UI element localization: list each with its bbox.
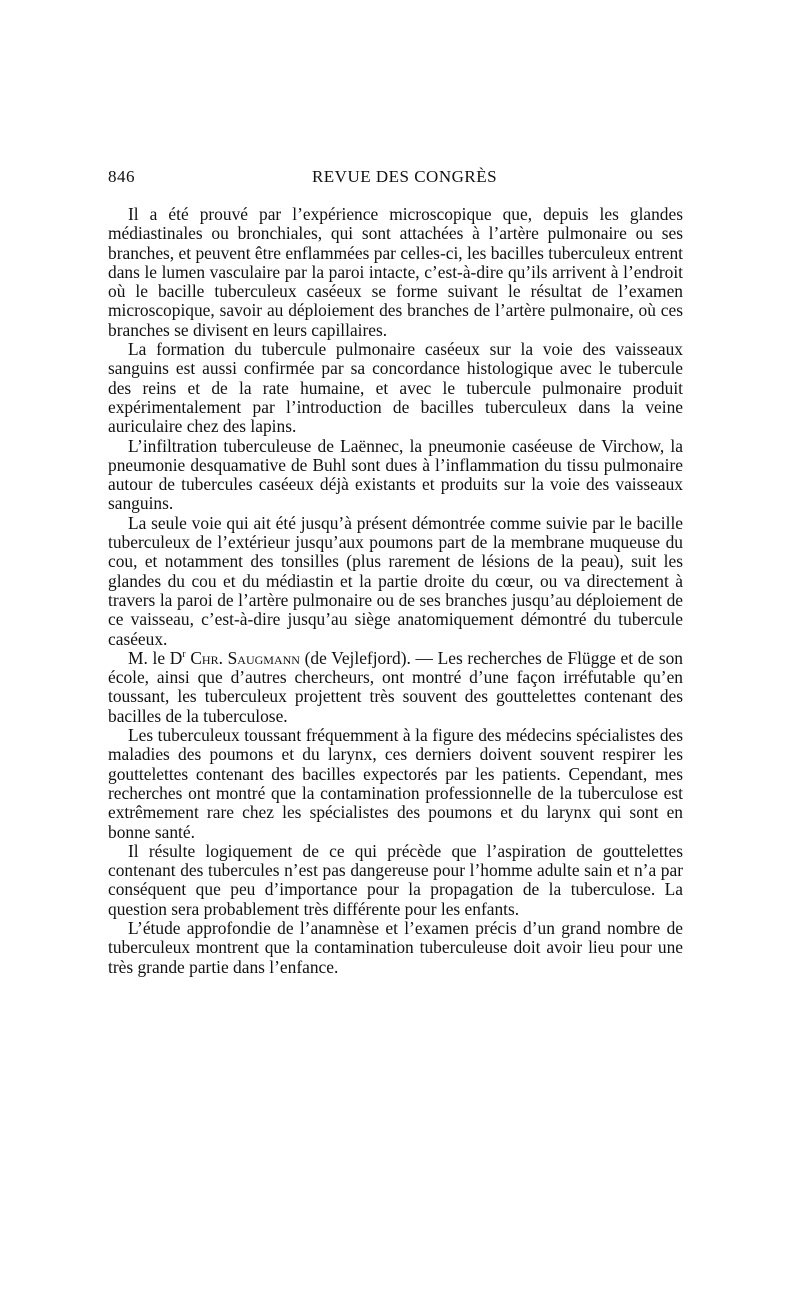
paragraph: L’étude approfondie de l’anamnèse et l’examen précis d’un grand nombre de tuberculeux montrent que la contamination tuberculeuse doit avoir lieu pour une très grande partie dans l’enfance. xyxy=(108,917,683,977)
paragraph: Les tuberculeux toussant fréquemment à la figure des médecins spécialistes des maladies des poumons et du larynx, ces derniers doivent souvent respirer les gouttelettes contenant des bacilles expectorés par les patients. Cependant, mes recherches ont montré que la contamination professionnelle de la tuberculose est extrêmement rare chez les spécialistes des poumons et du larynx qui sont en bonne santé. xyxy=(108,725,683,842)
paragraph: La formation du tubercule pulmonaire caséeux sur la voie des vaisseaux sanguins est aussi confirmée par sa concordance histologique avec le tubercule des reins et de la rate humaine, et avec le tubercule pulmonaire produit expérimentalement par l’introduction de bacilles tuberculeux dans la veine auriculaire chez des lapins. xyxy=(108,339,683,437)
paragraph: Il a été prouvé par l’expérience microscopique que, depuis les glandes médiastinales ou bronchiales, qui sont attachées à l’artère pulmonaire ou ses branches, et peuvent être enflammées par celles-ci, les bacilles tuberculeux entrent dans le lumen vasculaire par la paroi intacte, c’est-à-dire qu’ils arrivent à l’endroit où le bacille tuberculeux caséeux se forme suivant le résultat de l’examen microscopique, savoir au déploiement des branches de l’artère pulmonaire, où ces branches se divisent en leurs capillaires. xyxy=(108,204,683,340)
page-number: 846 xyxy=(108,167,135,186)
paragraph: Il résulte logiquement de ce qui précède que l’aspiration de gouttelettes contenant des tubercules n’est pas dangereuse pour l’homme adulte sain et n’a par conséquent que peu d’importance pour la propagation de la tuberculose. La question sera probablement très différente pour les enfants. xyxy=(108,840,683,919)
speaker-paragraph xyxy=(108,649,683,726)
journal-title: REVUE DES CONGRÈS xyxy=(311,167,498,186)
speaker-prefix-superscript: r xyxy=(182,649,186,661)
speaker-prefix: M. le D xyxy=(128,647,183,668)
paragraph: La seule voie qui ait été jusqu’à présent démontrée comme suivie par le bacille tuberculeux de l’extérieur jusqu’aux poumons part de la membrane muqueuse du cou, et notamment des tonsilles (plus rarement de lésions de la peau), suit les glandes du cou et du médiastin et la partie droite du cœur, ou va directement à travers la paroi de l’artère pulmonaire ou de ses branches jusqu’au déploiement de ce vaisseau, c’est-à-dire jusqu’au siège anatomiquement démontré du tubercule caséeux. xyxy=(108,512,683,649)
body-text xyxy=(108,205,683,977)
running-header xyxy=(108,167,683,191)
paragraph: L’infiltration tuberculeuse de Laënnec, la pneumonie caséeuse de Virchow, la pneumonie desquamative de Buhl sont dues à l’inflammation du tissu pulmonaire autour de tubercules caséeux déjà existants et produits sur la voie des vaisseaux sanguins. xyxy=(108,435,683,514)
speaker-name: Chr. Saugmann xyxy=(190,647,300,668)
speaker-text: (de Vejlefjord). — Les recherches de Flügge et de son école, ainsi que d’autres chercheurs, ont montré d’une façon irréfutable qu’en toussant, les tuberculeux projettent très souvent des gouttelettes contenant des bacilles de la tuberculose. xyxy=(108,647,683,726)
